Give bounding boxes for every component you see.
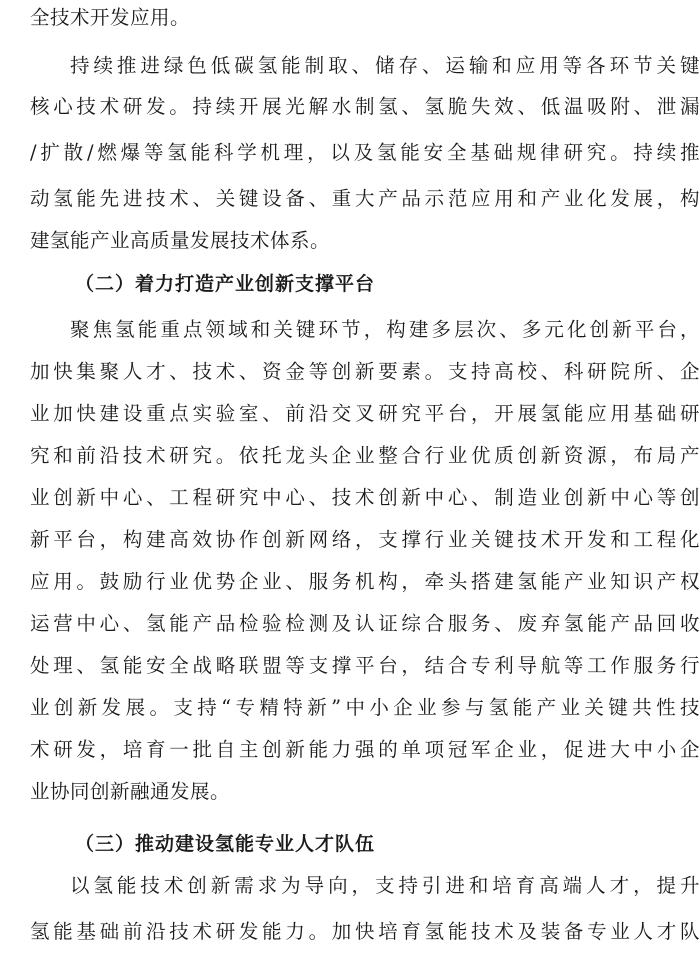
section-heading: （三）推动建设氢能专业人才队伍 — [75, 833, 376, 855]
text-line: 加快集聚人才、技术、资金等创新要素。支持高校、科研院所、企 — [30, 360, 700, 383]
text-line: 业加快建设重点实验室、前沿交叉研究平台，开展氢能应用基础研 — [30, 402, 700, 425]
text-line: 全技术开发应用。 — [30, 6, 191, 29]
section-heading: （二）着力打造产业创新支撑平台 — [75, 273, 376, 295]
text-line: 核心技术研发。持续开展光解水制氢、氢脆失效、低温吸附、泄漏 — [30, 95, 700, 118]
text-line: 建氢能产业高质量发展技术体系。 — [30, 229, 331, 252]
text-line: 应用。鼓励行业优势企业、服务机构，牵头搭建氢能产业知识产权 — [30, 570, 700, 593]
text-line: /扩散/燃爆等氢能科学机理，以及氢能安全基础规律研究。持续推 — [30, 141, 700, 164]
paragraph-first-line: 持续推进绿色低碳氢能制取、储存、运输和应用等各环节关键 — [70, 54, 700, 77]
paragraph-first-line: 以氢能技术创新需求为导向，支持引进和培育高端人才，提升 — [70, 874, 700, 897]
text-line: 动氢能先进技术、关键设备、重大产品示范应用和产业化发展，构 — [30, 187, 700, 210]
text-line: 业创新中心、工程研究中心、技术创新中心、制造业创新中心等创 — [30, 486, 700, 509]
text-line: 处理、氢能安全战略联盟等支撑平台，结合专利导航等工作服务行 — [30, 654, 700, 677]
text-line: 氢能基础前沿技术研发能力。加快培育氢能技术及装备专业人才队 — [30, 920, 700, 943]
text-line: 运营中心、氢能产品检验检测及认证综合服务、废弃氢能产品回收 — [30, 612, 700, 635]
text-line: 术研发，培育一批自主创新能力强的单项冠军企业，促进大中小企 — [30, 738, 700, 761]
text-line: 业创新发展。支持“专精特新”中小企业参与氢能产业关键共性技 — [30, 696, 700, 719]
paragraph-first-line: 聚焦氢能重点领域和关键环节，构建多层次、多元化创新平台， — [70, 318, 700, 341]
text-line: 究和前沿技术研究。依托龙头企业整合行业优质创新资源，布局产 — [30, 444, 700, 467]
text-line: 业协同创新融通发展。 — [30, 780, 231, 803]
text-line: 新平台，构建高效协作创新网络，支撑行业关键技术开发和工程化 — [30, 528, 700, 551]
